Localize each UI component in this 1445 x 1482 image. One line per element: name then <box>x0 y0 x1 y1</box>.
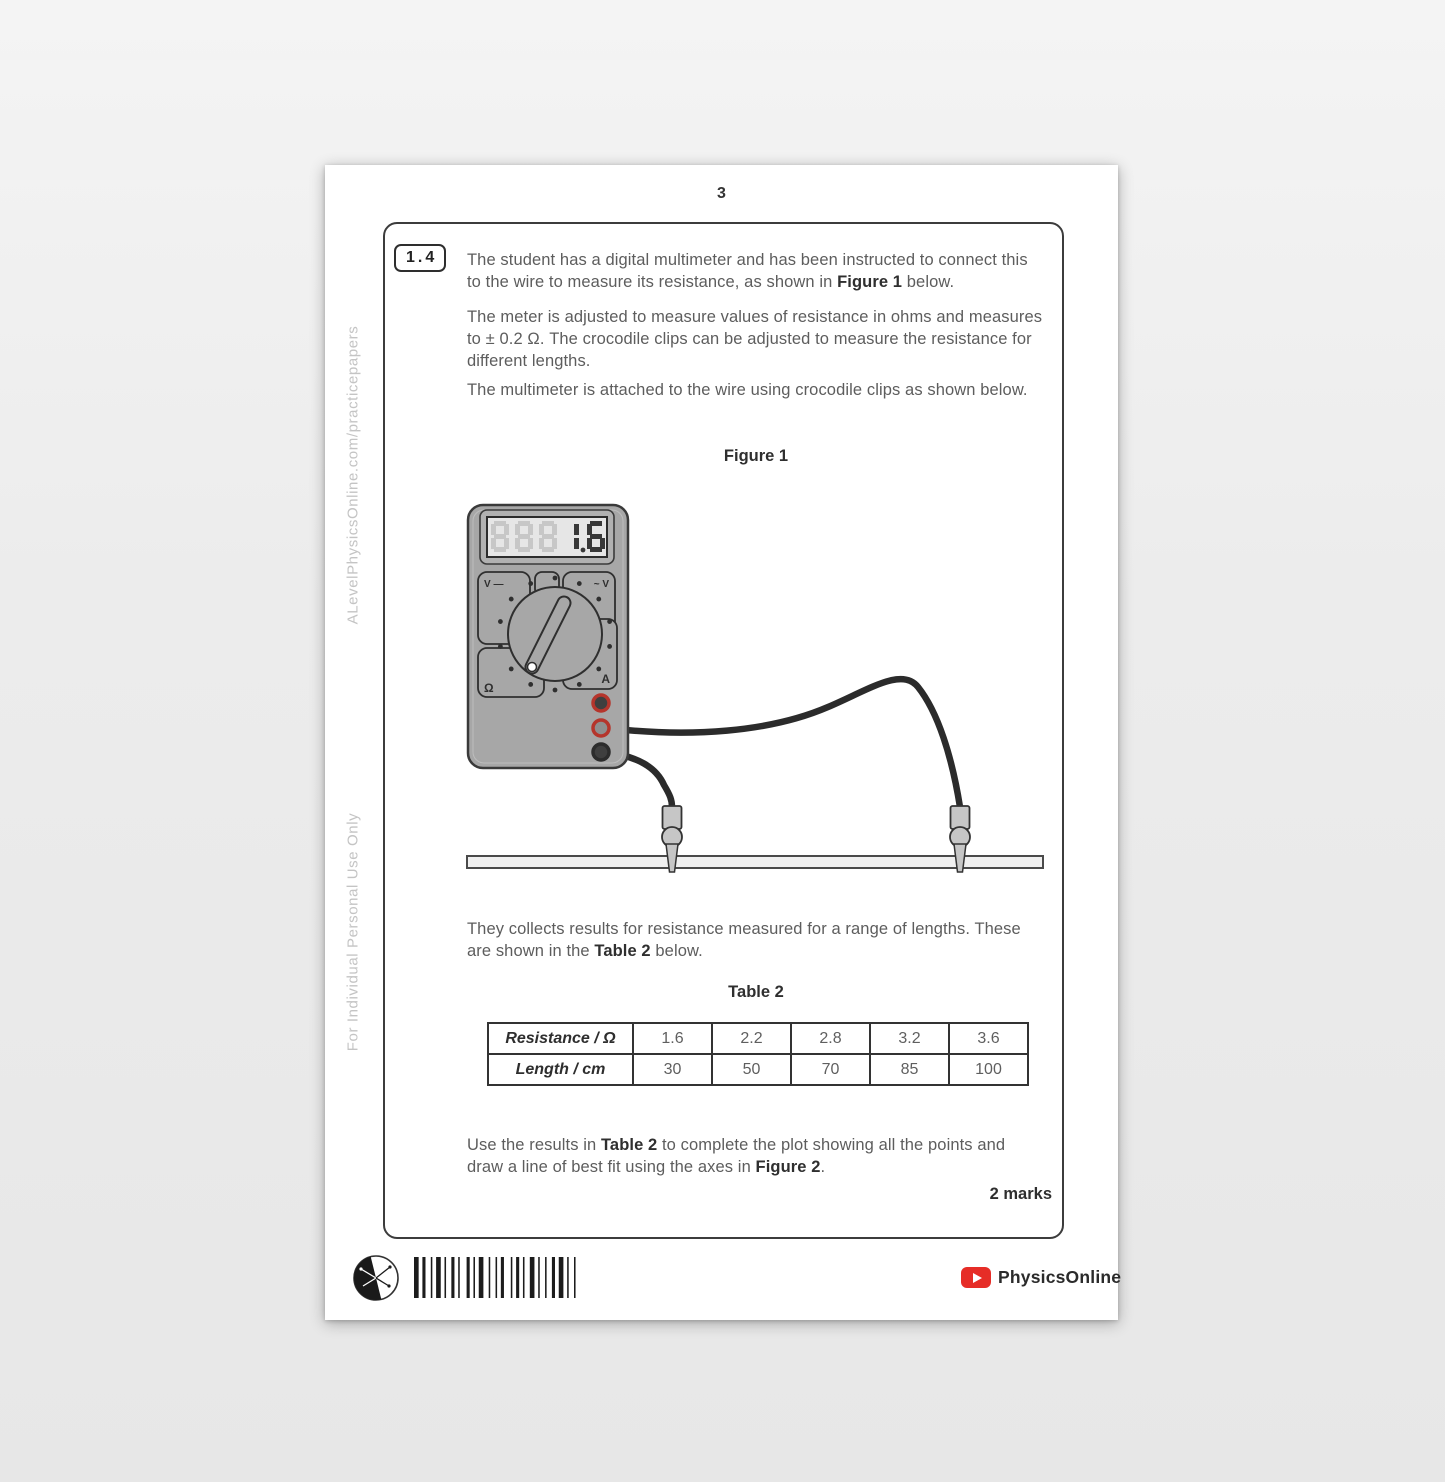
question-number-badge: 1.4 <box>394 244 446 272</box>
results-table <box>487 1022 1029 1086</box>
watermark-site-url: ALevelPhysicsOnline.com/practicepapers <box>344 325 362 625</box>
row-header-length: Length / cm <box>488 1054 633 1085</box>
length-value: 50 <box>712 1054 791 1085</box>
youtube-play-icon <box>961 1267 991 1288</box>
label-amps: A <box>601 672 610 686</box>
resistance-value: 1.6 <box>633 1023 712 1054</box>
length-value: 85 <box>870 1054 949 1085</box>
figure1-caption: Figure 1 <box>723 447 789 465</box>
figure1-illustration <box>460 495 1085 895</box>
watermark-usage-notice: For Individual Personal Use Only <box>344 812 362 1052</box>
label-vac: ~ V <box>593 579 609 590</box>
length-value: 30 <box>633 1054 712 1085</box>
length-value: 100 <box>949 1054 1028 1085</box>
question-intro-paragraph: The student has a digital multimeter and has been instructed to connect this to the wire to measure its resistance, as shown in Figure 1 below. <box>467 251 1028 292</box>
brand-name: PhysicsOnline <box>998 1267 1122 1287</box>
plot-instruction-paragraph: Use the results in Table 2 to complete the plot showing all the points and draw a line of best fit using the axes in Figure 2. <box>467 1136 1006 1177</box>
exam-paper-page <box>325 165 1122 1320</box>
results-note-paragraph: They collects results for resistance measured for a range of lengths. These are shown in the Table 2 below. <box>467 920 1021 961</box>
table-row-resistance <box>488 1023 1028 1054</box>
barcode-image <box>414 1257 578 1298</box>
physicsonline-brand <box>961 1267 1121 1288</box>
resistance-value: 3.6 <box>949 1023 1028 1054</box>
terminal-top-red <box>593 695 609 711</box>
multimeter <box>468 505 628 768</box>
label-vdc: V — <box>484 579 504 590</box>
table-row-length <box>488 1054 1028 1085</box>
table2-caption: Table 2 <box>728 983 784 1001</box>
marks-label: 2 marks <box>989 1185 1052 1203</box>
row-header-resistance: Resistance / Ω <box>488 1023 633 1054</box>
length-value: 70 <box>791 1054 870 1085</box>
resistance-value: 2.2 <box>712 1023 791 1054</box>
attach-note-paragraph: The multimeter is attached to the wire using crocodile clips as shown below. <box>467 381 1028 399</box>
label-ohms: Ω <box>484 681 494 695</box>
meter-note-paragraph: The meter is adjusted to measure values of resistance in ohms and measures to ± 0.2 Ω. The crocodile clips can be adjusted to measure the resistance for different lengths. <box>467 308 1043 371</box>
physics-logo-icon <box>352 1254 400 1302</box>
red-lead-wire <box>607 679 960 807</box>
resistance-value: 3.2 <box>870 1023 949 1054</box>
terminal-bottom-black <box>593 744 609 760</box>
page-number: 3 <box>717 185 726 202</box>
terminal-middle-red <box>593 720 609 736</box>
dial-pointer-marker <box>528 663 537 672</box>
resistance-value: 2.8 <box>791 1023 870 1054</box>
